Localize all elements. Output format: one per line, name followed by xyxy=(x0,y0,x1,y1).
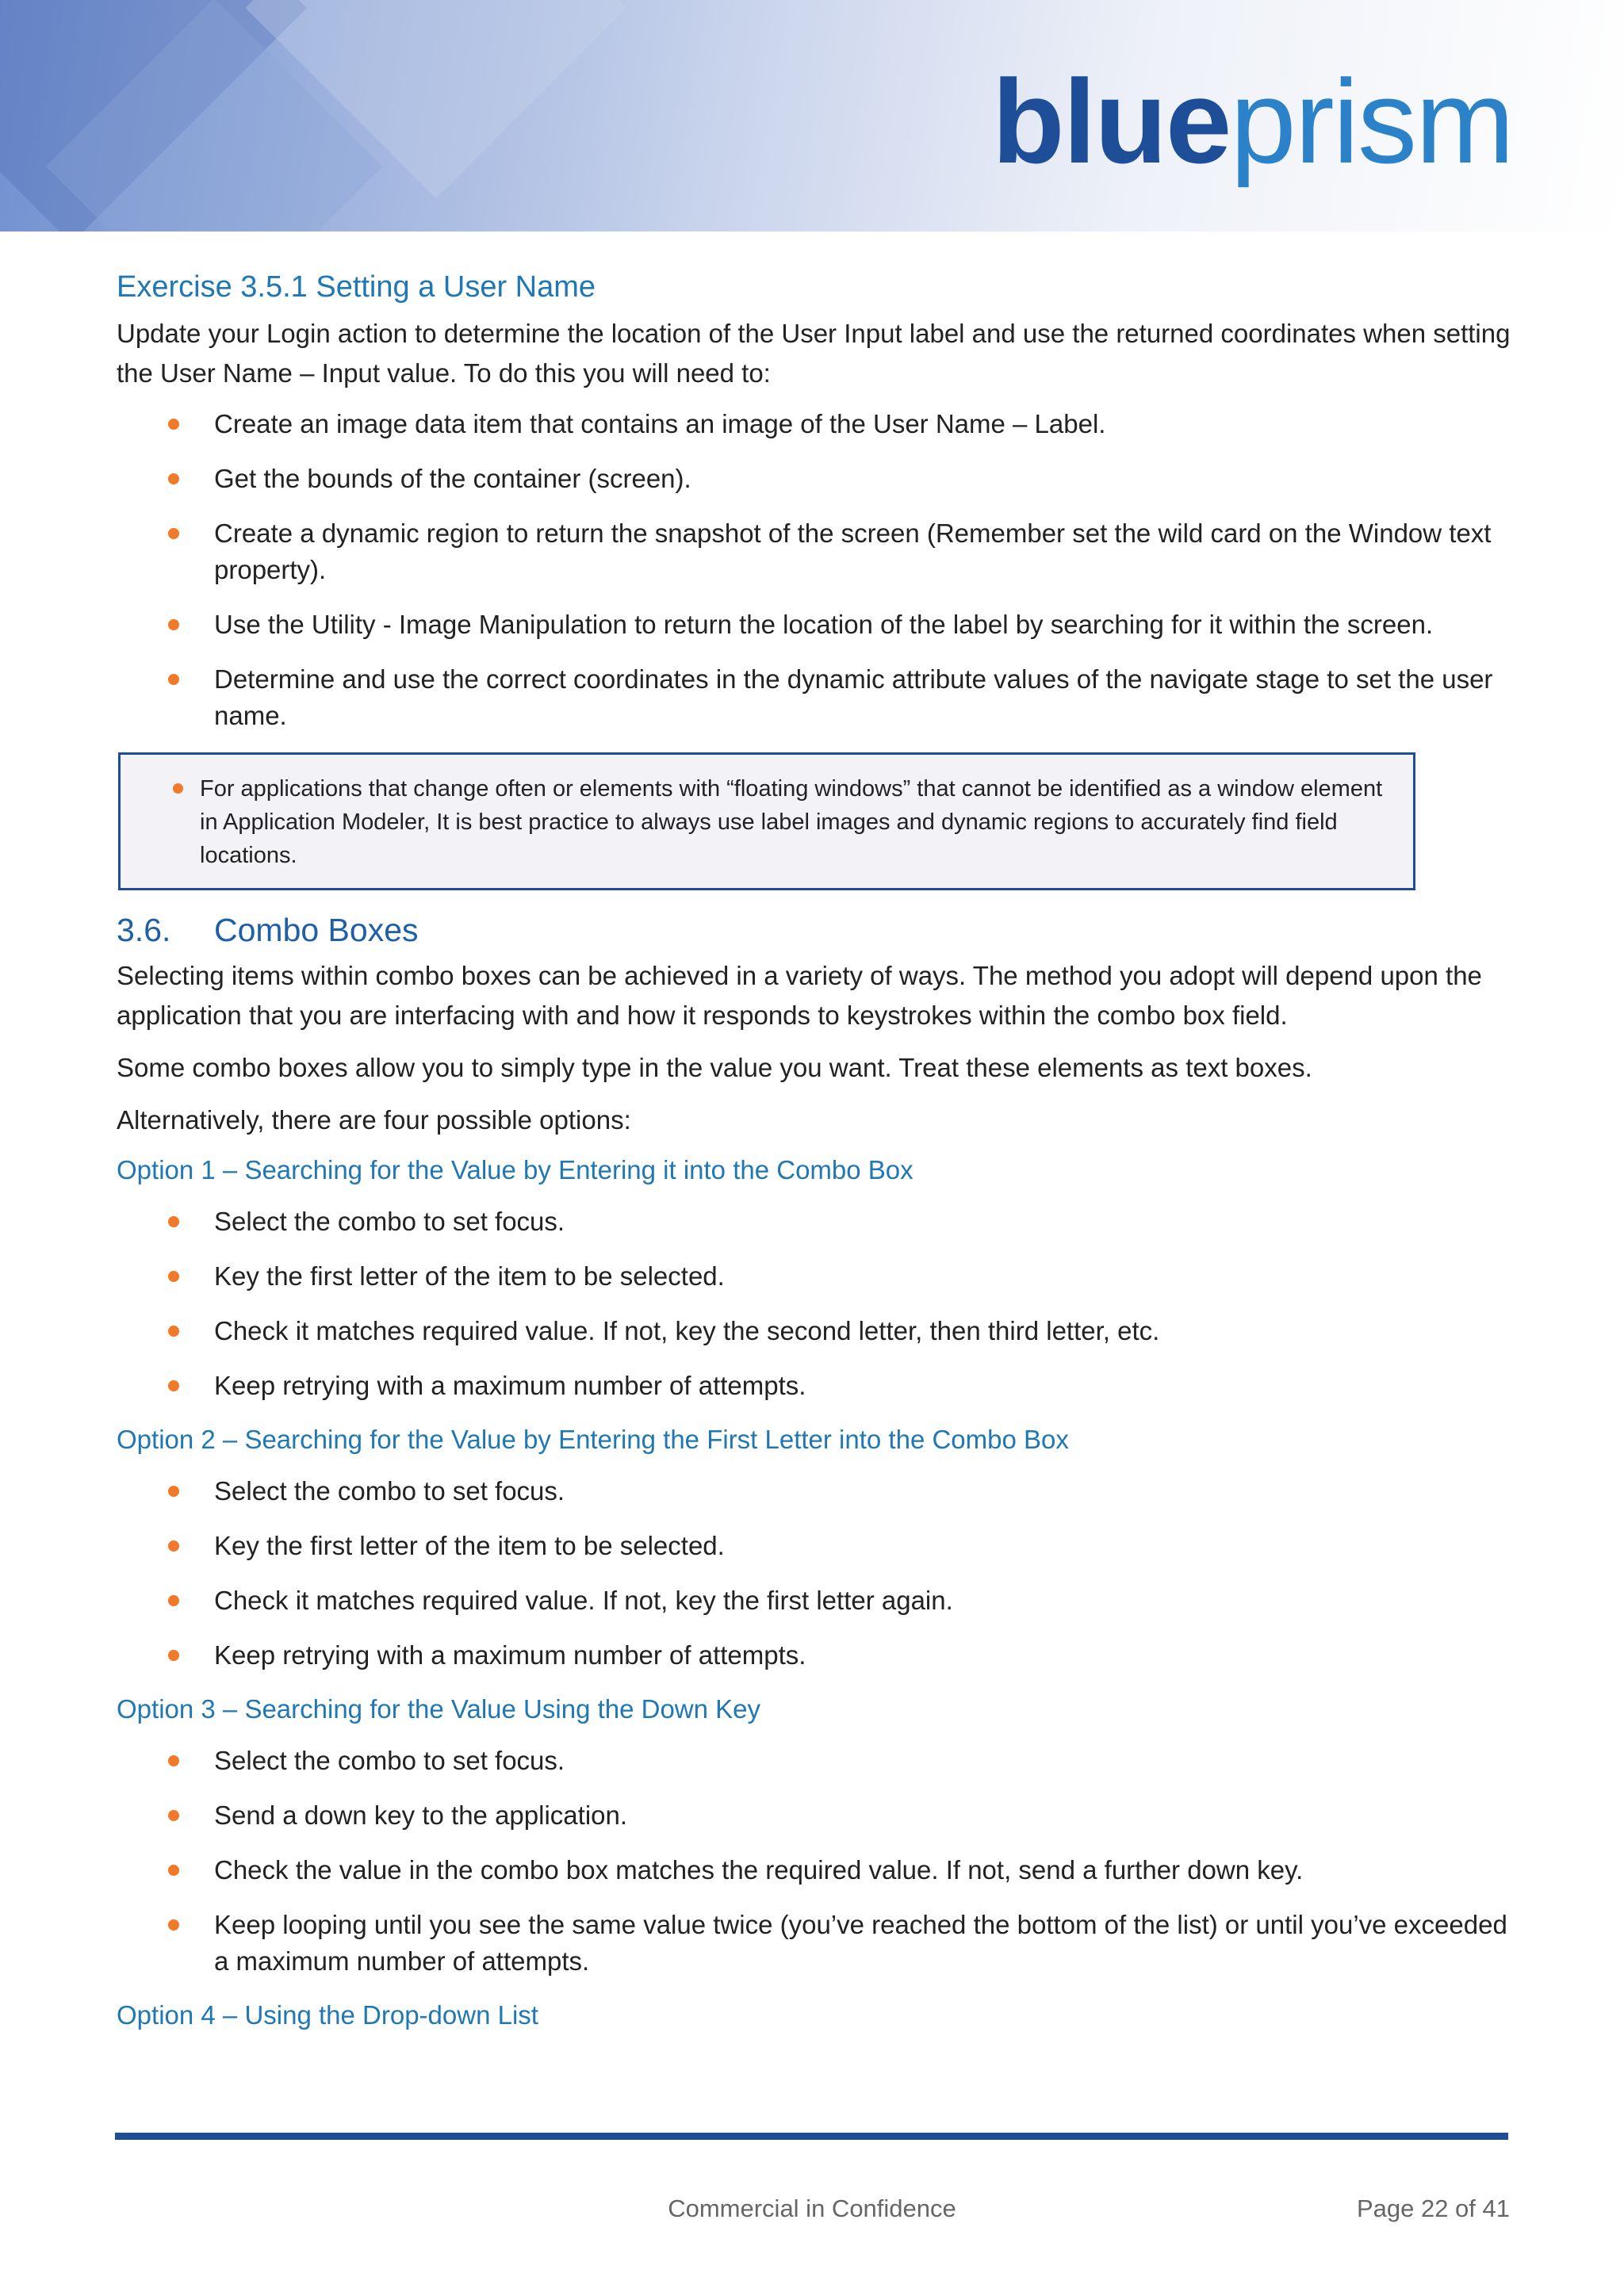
bullet-icon xyxy=(168,1271,179,1282)
bullet-icon xyxy=(168,1540,179,1552)
bullet-icon xyxy=(168,1865,179,1876)
option-steps xyxy=(117,1203,1512,1404)
bullet-icon xyxy=(168,1216,179,1227)
page-number: Page 22 of 41 xyxy=(1356,2195,1510,2222)
list-item: Create a dynamic region to return the snapshot of the screen (Remember set the wild card on the Window text property). xyxy=(117,515,1512,588)
list-item: Create an image data item that contains an image of the User Name – Label. xyxy=(117,406,1512,442)
list-item: Select the combo to set focus. xyxy=(117,1473,1512,1510)
list-item: Select the combo to set focus. xyxy=(117,1203,1512,1240)
bullet-icon xyxy=(168,1919,179,1931)
list-item: Get the bounds of the container (screen). xyxy=(117,461,1512,497)
list-item: Select the combo to set focus. xyxy=(117,1743,1512,1779)
list-item: Use the Utility - Image Manipulation to return the location of the label by searching for it within the screen. xyxy=(117,607,1512,643)
bullet-icon xyxy=(168,1650,179,1661)
bullet-icon xyxy=(168,473,179,484)
exercise-steps xyxy=(117,406,1512,734)
section-paragraph: Some combo boxes allow you to simply type in the value you want. Treat these elements as text boxes. xyxy=(117,1052,1312,1082)
section-heading xyxy=(117,911,1512,950)
bullet-icon xyxy=(168,674,179,685)
best-practice-note xyxy=(118,752,1415,890)
list-item: Determine and use the correct coordinates in the dynamic attribute values of the navigate stage to set the user name. xyxy=(117,661,1512,734)
list-item: Check it matches required value. If not, key the second letter, then third letter, etc. xyxy=(117,1313,1512,1349)
footer-confidentiality: Commercial in Confidence xyxy=(668,2195,956,2222)
list-item: Keep retrying with a maximum number of attempts. xyxy=(117,1368,1512,1404)
option-steps xyxy=(117,1473,1512,1674)
option-heading: Option 3 – Searching for the Value Using the Down Key xyxy=(117,1693,761,1724)
bullet-icon xyxy=(168,1486,179,1497)
list-item: Key the first letter of the item to be selected. xyxy=(117,1258,1512,1295)
bullet-icon xyxy=(168,1755,179,1766)
header-banner xyxy=(0,0,1624,232)
exercise-title: Exercise 3.5.1 Setting a User Name xyxy=(117,270,596,304)
option-heading: Option 1 – Searching for the Value by Entering it into the Combo Box xyxy=(117,1154,914,1184)
section-paragraph: Selecting items within combo boxes can be achieved in a variety of ways. The method you adopt will depend upon the application that you are interfacing with and how it responds to keystrokes within the combo box field. xyxy=(117,960,1482,1030)
bullet-icon xyxy=(168,1326,179,1337)
option-heading: Option 2 – Searching for the Value by Entering the First Letter into the Combo Box xyxy=(117,1424,1069,1454)
exercise-intro: Update your Login action to determine the location of the User Input label and use the returned coordinates when setting the User Name – Input value. To do this you will need to: xyxy=(117,318,1511,388)
bullet-icon xyxy=(168,1595,179,1606)
bullet-icon xyxy=(168,1380,179,1391)
option-steps xyxy=(117,1743,1512,1980)
bullet-icon xyxy=(168,1810,179,1821)
note-text: For applications that change often or elements with “floating windows” that cannot be identified as a window element in Application Modeler, It is best practice to always use label images and dynamic regions to accurately find field locations. xyxy=(141,772,1391,872)
bullet-icon xyxy=(168,528,179,539)
list-item: Send a down key to the application. xyxy=(117,1797,1512,1834)
list-item: Key the first letter of the item to be selected. xyxy=(117,1528,1512,1564)
bullet-icon xyxy=(173,783,183,794)
bullet-icon xyxy=(168,419,179,430)
bullet-icon xyxy=(168,619,179,630)
option-heading: Option 4 – Using the Drop-down List xyxy=(117,1999,538,2030)
section-number: 3.6. xyxy=(117,911,171,948)
page-content xyxy=(117,270,1512,2049)
list-item: Check it matches required value. If not, key the first letter again. xyxy=(117,1582,1512,1619)
list-item: Keep looping until you see the same value twice (you’ve reached the bottom of the list) or until you’ve exceeded a maximum number of attempts. xyxy=(117,1907,1512,1980)
list-item: Check the value in the combo box matches the required value. If not, send a further down key. xyxy=(117,1852,1512,1888)
list-item: Keep retrying with a maximum number of attempts. xyxy=(117,1637,1512,1674)
footer-divider xyxy=(115,2133,1508,2140)
blueprism-logo: blueprism xyxy=(991,55,1513,188)
section-paragraph: Alternatively, there are four possible options: xyxy=(117,1104,631,1135)
section-title: Combo Boxes xyxy=(214,911,419,948)
